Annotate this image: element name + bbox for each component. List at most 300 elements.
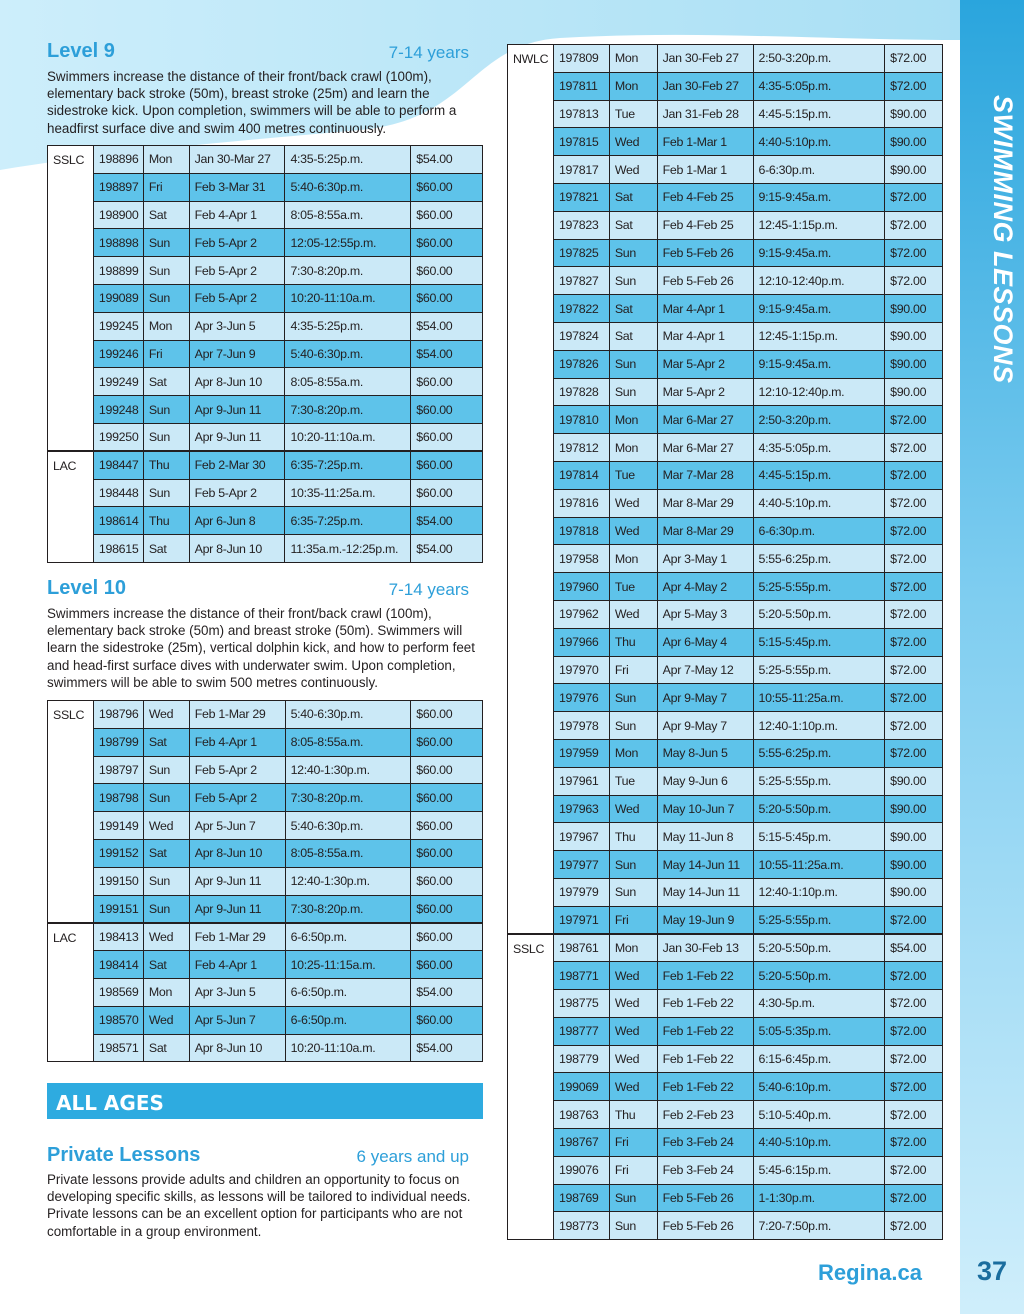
price-cell: $72.00 [885,1129,943,1157]
price-cell: $60.00 [411,173,483,201]
table-row [508,350,943,378]
time-cell: 5:20-5:50p.m. [753,934,885,962]
day-cell: Sat [143,839,189,867]
day-cell: Mon [143,146,189,174]
day-cell: Thu [143,507,189,535]
price-cell: $60.00 [411,812,483,840]
time-cell: 5:20-5:50p.m. [753,795,885,823]
dates-cell: Jan 31-Feb 28 [657,100,753,128]
dates-cell: Feb 3-Feb 24 [657,1129,753,1157]
dates-cell: Feb 4-Apr 1 [189,728,285,756]
course-code-cell: 197961 [553,767,609,795]
time-cell: 9:15-9:45a.m. [753,295,885,323]
course-code-cell: 198775 [553,990,609,1018]
time-cell: 6-6:30p.m. [753,156,885,184]
day-cell: Sat [143,951,189,979]
day-cell: Sat [143,728,189,756]
day-cell: Wed [143,1006,189,1034]
dates-cell: Feb 4-Apr 1 [189,201,285,229]
dates-cell: Feb 5-Feb 26 [657,267,753,295]
day-cell: Mon [609,72,657,100]
time-cell: 2:50-3:20p.m. [753,45,885,73]
price-cell: $72.00 [885,434,943,462]
table-row [508,517,943,545]
price-cell: $60.00 [411,257,483,285]
time-cell: 5:20-5:50p.m. [753,600,885,628]
time-cell: 6-6:50p.m. [285,978,411,1006]
day-cell: Fri [609,656,657,684]
price-cell: $72.00 [885,1101,943,1129]
course-code-cell: 198796 [93,701,143,729]
day-cell: Sat [609,183,657,211]
price-cell: $90.00 [885,851,943,879]
day-cell: Tue [609,461,657,489]
day-cell: Sun [609,378,657,406]
time-cell: 7:20-7:50p.m. [753,1212,885,1240]
course-code-cell: 197814 [553,461,609,489]
course-code-cell: 199248 [93,396,143,424]
course-code-cell: 199149 [93,812,143,840]
dates-cell: Mar 6-Mar 27 [657,434,753,462]
table-row [508,851,943,879]
course-code-cell: 197958 [553,545,609,573]
course-code-cell: 199069 [553,1073,609,1101]
dates-cell: Feb 5-Feb 26 [657,1212,753,1240]
time-cell: 10:20-11:10a.m. [285,423,411,451]
price-cell: $72.00 [885,461,943,489]
dates-cell: May 14-Jun 11 [657,851,753,879]
day-cell: Wed [609,600,657,628]
time-cell: 5:40-6:30p.m. [285,173,411,201]
table-row [508,600,943,628]
dates-cell: Apr 9-May 7 [657,712,753,740]
course-code-cell: 198900 [93,201,143,229]
course-code-cell: 197977 [553,851,609,879]
time-cell: 6:15-6:45p.m. [753,1045,885,1073]
price-cell: $60.00 [411,423,483,451]
dates-cell: Feb 3-Feb 24 [657,1156,753,1184]
course-code-cell: 198761 [553,934,609,962]
day-cell: Fri [609,1156,657,1184]
price-cell: $72.00 [885,656,943,684]
table-row [48,951,483,979]
course-code-cell: 199150 [93,867,143,895]
price-cell: $60.00 [411,895,483,923]
time-cell: 12:40-1:10p.m. [753,878,885,906]
course-code-cell: 198896 [93,146,143,174]
time-cell: 6-6:30p.m. [753,517,885,545]
day-cell: Sat [609,322,657,350]
time-cell: 9:15-9:45a.m. [753,183,885,211]
table-row [48,340,483,368]
table-row [508,1184,943,1212]
day-cell: Sun [143,396,189,424]
price-cell: $60.00 [411,756,483,784]
course-code-cell: 197962 [553,600,609,628]
table-row [48,701,483,729]
course-code-cell: 197827 [553,267,609,295]
price-cell: $54.00 [411,535,483,563]
time-cell: 4:45-5:15p.m. [753,461,885,489]
price-cell: $72.00 [885,1156,943,1184]
table-row [48,535,483,563]
table-row [508,962,943,990]
time-cell: 9:15-9:45a.m. [753,350,885,378]
day-cell: Wed [609,128,657,156]
dates-cell: Apr 8-Jun 10 [189,839,285,867]
course-code-cell: 197810 [553,406,609,434]
course-code-cell: 197960 [553,573,609,601]
day-cell: Fri [143,173,189,201]
price-cell: $90.00 [885,878,943,906]
day-cell: Sun [143,229,189,257]
day-cell: Sun [143,479,189,507]
table-row [48,173,483,201]
dates-cell: Feb 1-Mar 29 [189,923,285,951]
page-number: 37 [976,1256,1008,1286]
time-cell: 5:25-5:55p.m. [753,906,885,934]
dates-cell: Mar 5-Apr 2 [657,350,753,378]
table-row [508,45,943,73]
level9-description: Swimmers increase the distance of their front/back crawl (100m), elementary back stroke (50m), breast stroke (25m) and learn the sidestroke kick. Upon completion, swimmers will be able to perform a headfirst surface dive and swim 400 metres continuously. [47,69,457,136]
private-header [47,1144,469,1168]
time-cell: 12:45-1:15p.m. [753,211,885,239]
course-code-cell: 197816 [553,489,609,517]
time-cell: 7:30-8:20p.m. [285,396,411,424]
course-code-cell: 198763 [553,1101,609,1129]
price-cell: $54.00 [411,340,483,368]
course-code-cell: 197963 [553,795,609,823]
dates-cell: May 8-Jun 5 [657,739,753,767]
dates-cell: Jan 30-Feb 13 [657,934,753,962]
dates-cell: Feb 5-Feb 26 [657,239,753,267]
table-row [48,229,483,257]
time-cell: 4:35-5:25p.m. [285,312,411,340]
dates-cell: Apr 4-May 2 [657,573,753,601]
course-code-cell: 197825 [553,239,609,267]
private-description: Private lessons provide adults and children an opportunity to focus on developing specific skills, as lessons will be tailored to individual needs. Private lessons can be an excellent option for participants who are not comfortable in a group environment. [47,1172,471,1239]
location-cell: NWLC [508,45,554,935]
price-cell: $72.00 [885,600,943,628]
time-cell: 6-6:50p.m. [285,923,411,951]
time-cell: 5:15-5:45p.m. [753,628,885,656]
price-cell: $60.00 [411,229,483,257]
dates-cell: Feb 1-Feb 22 [657,1073,753,1101]
dates-cell: Mar 4-Apr 1 [657,295,753,323]
table-row [48,368,483,396]
price-cell: $72.00 [885,406,943,434]
table-row [508,156,943,184]
table-row [48,423,483,451]
private-title: Private Lessons [47,1144,201,1166]
time-cell: 12:40-1:30p.m. [285,756,411,784]
day-cell: Tue [609,767,657,795]
dates-cell: Apr 3-May 1 [657,545,753,573]
dates-cell: Feb 5-Apr 2 [189,756,285,784]
course-code-cell: 198897 [93,173,143,201]
dates-cell: Mar 8-Mar 29 [657,489,753,517]
dates-cell: Apr 7-May 12 [657,656,753,684]
price-cell: $90.00 [885,295,943,323]
price-cell: $72.00 [885,517,943,545]
price-cell: $54.00 [411,507,483,535]
table-row [508,489,943,517]
time-cell: 4:35-5:05p.m. [753,72,885,100]
table-row [508,1156,943,1184]
dates-cell: Apr 3-Jun 5 [189,978,285,1006]
day-cell: Fri [143,340,189,368]
time-cell: 10:20-11:10a.m. [285,284,411,312]
course-code-cell: 198769 [553,1184,609,1212]
day-cell: Sun [143,867,189,895]
course-code-cell: 197959 [553,739,609,767]
dates-cell: Apr 9-Jun 11 [189,396,285,424]
day-cell: Mon [609,934,657,962]
course-code-cell: 198447 [93,451,143,479]
dates-cell: Feb 5-Apr 2 [189,284,285,312]
day-cell: Sun [143,423,189,451]
day-cell: Wed [609,517,657,545]
time-cell: 12:10-12:40p.m. [753,378,885,406]
course-code-cell: 198797 [93,756,143,784]
day-cell: Sun [143,895,189,923]
footer-site-link[interactable]: Regina.ca [818,1260,922,1285]
table-row [508,267,943,295]
price-cell: $60.00 [411,479,483,507]
day-cell: Tue [609,100,657,128]
time-cell: 5:25-5:55p.m. [753,767,885,795]
table-row [508,628,943,656]
time-cell: 9:15-9:45a.m. [753,239,885,267]
dates-cell: Mar 5-Apr 2 [657,378,753,406]
table-row [508,739,943,767]
course-code-cell: 198771 [553,962,609,990]
price-cell: $54.00 [411,1034,483,1062]
table-row [48,1034,483,1062]
course-code-cell: 197970 [553,656,609,684]
level9-schedule-table [47,145,483,563]
time-cell: 12:05-12:55p.m. [285,229,411,257]
course-code-cell: 197979 [553,878,609,906]
dates-cell: Apr 7-Jun 9 [189,340,285,368]
time-cell: 4:45-5:15p.m. [753,100,885,128]
time-cell: 5:40-6:30p.m. [285,701,411,729]
time-cell: 10:55-11:25a.m. [753,684,885,712]
price-cell: $72.00 [885,962,943,990]
price-cell: $72.00 [885,684,943,712]
course-code-cell: 199151 [93,895,143,923]
day-cell: Wed [609,1017,657,1045]
price-cell: $90.00 [885,156,943,184]
time-cell: 6-6:50p.m. [285,1006,411,1034]
level10-title: Level 10 [47,577,126,599]
price-cell: $72.00 [885,1212,943,1240]
price-cell: $60.00 [411,701,483,729]
dates-cell: Apr 5-May 3 [657,600,753,628]
time-cell: 5:45-6:15p.m. [753,1156,885,1184]
table-row [48,728,483,756]
time-cell: 4:40-5:10p.m. [753,489,885,517]
location-cell: LAC [48,451,94,562]
course-code-cell: 198570 [93,1006,143,1034]
course-code-cell: 197978 [553,712,609,740]
price-cell: $54.00 [885,934,943,962]
day-cell: Mon [609,434,657,462]
dates-cell: Apr 9-Jun 11 [189,423,285,451]
dates-cell: Jan 30-Mar 27 [189,146,285,174]
time-cell: 5:20-5:50p.m. [753,962,885,990]
table-row [508,1101,943,1129]
time-cell: 5:10-5:40p.m. [753,1101,885,1129]
course-code-cell: 199152 [93,839,143,867]
course-code-cell: 198899 [93,257,143,285]
dates-cell: Apr 9-May 7 [657,684,753,712]
table-row [48,923,483,951]
time-cell: 8:05-8:55a.m. [285,368,411,396]
price-cell: $90.00 [885,128,943,156]
price-cell: $54.00 [411,978,483,1006]
table-row [48,784,483,812]
price-cell: $90.00 [885,823,943,851]
time-cell: 5:40-6:30p.m. [285,340,411,368]
table-row [508,990,943,1018]
table-row [508,1212,943,1240]
day-cell: Wed [143,812,189,840]
dates-cell: Feb 2-Feb 23 [657,1101,753,1129]
day-cell: Fri [609,906,657,934]
table-row [508,656,943,684]
table-row [508,878,943,906]
course-code-cell: 199089 [93,284,143,312]
day-cell: Sat [143,1034,189,1062]
dates-cell: May 10-Jun 7 [657,795,753,823]
day-cell: Sat [609,211,657,239]
table-row [508,128,943,156]
course-code-cell: 197822 [553,295,609,323]
dates-cell: Mar 6-Mar 27 [657,406,753,434]
dates-cell: May 19-Jun 9 [657,906,753,934]
course-code-cell: 199250 [93,423,143,451]
price-cell: $60.00 [411,784,483,812]
dates-cell: Feb 5-Apr 2 [189,479,285,507]
price-cell: $72.00 [885,1045,943,1073]
location-cell: LAC [48,923,94,1062]
dates-cell: Apr 5-Jun 7 [189,1006,285,1034]
level9-header [47,40,469,64]
day-cell: Thu [609,628,657,656]
level10-schedule-table [47,700,483,1062]
time-cell: 4:40-5:10p.m. [753,1129,885,1157]
time-cell: 5:05-5:35p.m. [753,1017,885,1045]
price-cell: $60.00 [411,951,483,979]
table-row [508,684,943,712]
price-cell: $60.00 [411,201,483,229]
time-cell: 12:40-1:30p.m. [285,867,411,895]
table-row [508,295,943,323]
price-cell: $90.00 [885,378,943,406]
table-row [48,978,483,1006]
day-cell: Wed [609,795,657,823]
table-row [508,712,943,740]
table-row [508,545,943,573]
course-code-cell: 198767 [553,1129,609,1157]
price-cell: $72.00 [885,183,943,211]
course-code-cell: 199249 [93,368,143,396]
dates-cell: Apr 3-Jun 5 [189,312,285,340]
day-cell: Sun [609,851,657,879]
price-cell: $72.00 [885,72,943,100]
table-row [48,812,483,840]
time-cell: 7:30-8:20p.m. [285,895,411,923]
course-code-cell: 197967 [553,823,609,851]
table-row [508,934,943,962]
time-cell: 5:25-5:55p.m. [753,573,885,601]
dates-cell: Feb 3-Mar 31 [189,173,285,201]
time-cell: 10:25-11:15a.m. [285,951,411,979]
dates-cell: Apr 9-Jun 11 [189,867,285,895]
dates-cell: Apr 6-Jun 8 [189,507,285,535]
price-cell: $60.00 [411,451,483,479]
dates-cell: Feb 4-Feb 25 [657,211,753,239]
location-cell: SSLC [48,701,94,923]
dates-cell: Feb 5-Apr 2 [189,257,285,285]
table-row [508,767,943,795]
price-cell: $72.00 [885,1017,943,1045]
price-cell: $60.00 [411,396,483,424]
price-cell: $72.00 [885,545,943,573]
private-schedule-table [507,44,943,1240]
table-row [508,461,943,489]
price-cell: $60.00 [411,1006,483,1034]
table-row [48,1006,483,1034]
time-cell: 8:05-8:55a.m. [285,201,411,229]
table-row [48,396,483,424]
dates-cell: Feb 5-Feb 26 [657,1184,753,1212]
day-cell: Sun [609,267,657,295]
time-cell: 10:55-11:25a.m. [753,851,885,879]
day-cell: Wed [609,489,657,517]
table-row [508,1073,943,1101]
time-cell: 5:55-6:25p.m. [753,545,885,573]
table-row [48,451,483,479]
time-cell: 4:35-5:05p.m. [753,434,885,462]
dates-cell: Feb 1-Feb 22 [657,990,753,1018]
day-cell: Mon [143,312,189,340]
course-code-cell: 198448 [93,479,143,507]
price-cell: $90.00 [885,322,943,350]
course-code-cell: 197812 [553,434,609,462]
table-row [48,312,483,340]
course-code-cell: 197817 [553,156,609,184]
day-cell: Thu [143,451,189,479]
price-cell: $72.00 [885,489,943,517]
dates-cell: Feb 1-Feb 22 [657,1045,753,1073]
price-cell: $72.00 [885,628,943,656]
time-cell: 5:25-5:55p.m. [753,656,885,684]
course-code-cell: 197818 [553,517,609,545]
dates-cell: Apr 5-Jun 7 [189,812,285,840]
day-cell: Mon [609,739,657,767]
price-cell: $90.00 [885,100,943,128]
dates-cell: Apr 6-May 4 [657,628,753,656]
dates-cell: May 11-Jun 8 [657,823,753,851]
time-cell: 12:10-12:40p.m. [753,267,885,295]
price-cell: $72.00 [885,1073,943,1101]
time-cell: 5:40-6:30p.m. [285,812,411,840]
day-cell: Tue [609,573,657,601]
table-row [508,795,943,823]
course-code-cell: 197823 [553,211,609,239]
